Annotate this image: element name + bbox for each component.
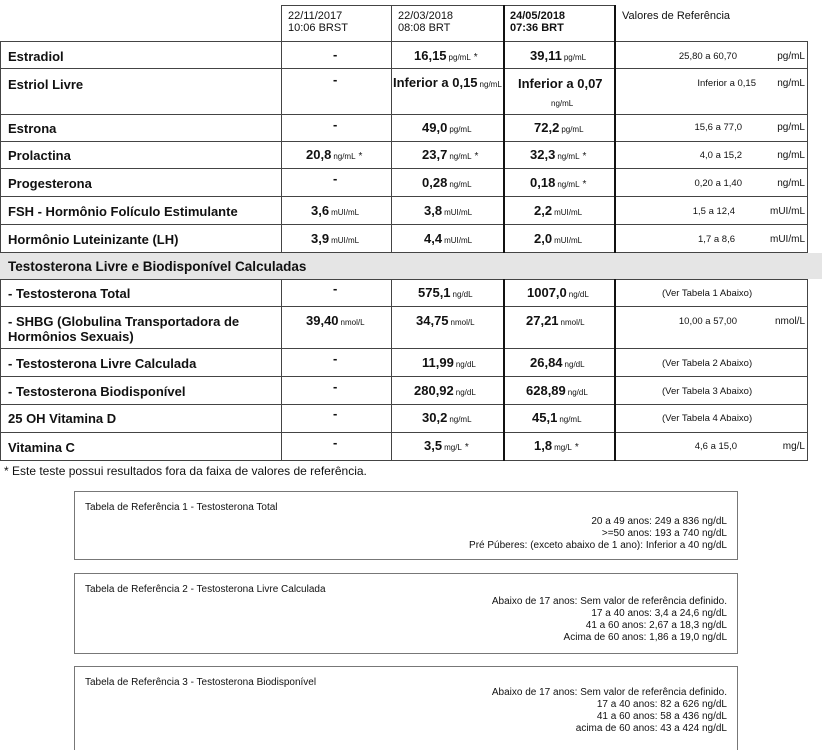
value-c1: - — [333, 406, 338, 421]
value-c1: - — [333, 379, 338, 394]
value-c1: - — [333, 435, 338, 450]
ref-table-lines — [492, 687, 727, 735]
value-c1: - — [333, 351, 338, 366]
value-c2: 16,15 pg/mL * — [414, 48, 478, 63]
ref-range: 0,20 a 1,40 — [694, 178, 742, 189]
value-c1: - — [333, 171, 338, 186]
value-c2: Inferior a 0,15 ng/mL — [393, 75, 502, 90]
ref-range: (Ver Tabela 1 Abaixo) — [662, 288, 753, 299]
ref-table-lines — [492, 596, 727, 644]
row-label-fsh: FSH - Hormônio Folículo Estimulante — [8, 204, 238, 219]
ref-range: 15,6 a 77,0 — [694, 122, 742, 133]
ref-line: 17 a 40 anos: 82 a 626 ng/dL — [596, 699, 727, 710]
ref-table-title: Tabela de Referência 3 - Testosterona Biodisponível — [85, 677, 317, 688]
ref-line: 41 a 60 anos: 58 a 436 ng/dL — [596, 711, 727, 722]
ref-table-title: Tabela de Referência 2 - Testosterona Livre Calculada — [85, 584, 326, 595]
value-c2: 11,99 ng/dL — [422, 355, 476, 370]
value-c3-unit: ng/mL — [551, 99, 574, 108]
value-c3: 2,2 mUI/mL — [534, 203, 583, 218]
ref-line: >=50 anos: 193 a 740 ng/dL — [601, 528, 727, 539]
value-c3: 0,18 ng/mL * — [530, 175, 587, 190]
row-label-testosterona-total: - Testosterona Total — [8, 286, 131, 301]
row-label-prolactina: Prolactina — [8, 148, 71, 163]
ref-range: 4,0 a 15,2 — [699, 150, 742, 161]
ref-unit: nmol/L — [774, 316, 805, 327]
ref-line: acima de 60 anos: 43 a 424 ng/dL — [575, 723, 727, 734]
col-time: 10:06 BRST — [288, 22, 348, 34]
ref-range: 1,5 a 12,4 — [692, 206, 735, 217]
ref-range: (Ver Tabela 2 Abaixo) — [662, 358, 753, 369]
ref-col-title: Valores de Referência — [622, 10, 731, 22]
ref-unit: ng/mL — [777, 178, 805, 189]
value-c3: 1,8 mg/L * — [534, 438, 579, 453]
value-c2: 4,4 mUI/mL — [424, 231, 473, 246]
section-header — [0, 253, 822, 279]
footnote: * Este teste possui resultados fora da faixa de valores de referência. — [4, 464, 367, 478]
value-c1: 3,6 mUI/mL — [311, 203, 360, 218]
section-title: Testosterona Livre e Biodisponível Calculadas — [8, 259, 307, 274]
row-label-estradiol: Estradiol — [8, 49, 64, 64]
ref-range: 10,00 a 57,00 — [678, 316, 737, 327]
value-c3: 26,84 ng/dL — [530, 355, 585, 370]
col-date: 22/11/2017 — [288, 10, 343, 22]
ref-range: 4,6 a 15,0 — [694, 441, 737, 452]
value-c2: 49,0 pg/mL — [422, 120, 472, 135]
value-c3: 1007,0 ng/dL — [527, 285, 589, 300]
ref-range: Inferior a 0,15 — [697, 78, 756, 89]
row-label-estriol: Estriol Livre — [8, 77, 84, 92]
ref-unit: ng/mL — [777, 150, 805, 161]
col-header-1 — [282, 5, 392, 39]
ref-unit: mUI/mL — [770, 234, 805, 245]
value-c2: 0,28 ng/mL — [422, 175, 472, 190]
row-label-vitamina-d: 25 OH Vitamina D — [8, 411, 117, 426]
row-label-line: - SHBG (Globulina Transportadora de — [8, 314, 240, 329]
ref-line: 41 a 60 anos: 2,67 a 18,3 ng/dL — [585, 620, 727, 631]
value-c3: 45,1 ng/mL — [532, 410, 582, 425]
value-c2: 30,2 ng/mL — [422, 410, 472, 425]
ref-unit: mUI/mL — [770, 206, 805, 217]
value-c2: 34,75 nmol/L — [416, 313, 475, 328]
value-c1: - — [333, 47, 338, 62]
value-c3: Inferior a 0,07 — [518, 76, 603, 91]
row-label-vitamina-c: Vitamina C — [8, 440, 75, 455]
ref-table-title: Tabela de Referência 1 - Testosterona Total — [85, 502, 278, 513]
col-time: 07:36 BRT — [510, 22, 564, 34]
col-time: 08:08 BRT — [398, 22, 451, 34]
col-date: 22/03/2018 — [398, 10, 454, 22]
row-label-progesterona: Progesterona — [8, 176, 92, 191]
ref-unit: pg/mL — [777, 51, 805, 62]
ref-line: Pré Púberes: (exceto abaixo de 1 ano): Inferior a 40 ng/dL — [469, 540, 727, 551]
ref-col-header — [616, 5, 806, 39]
value-c3: 2,0 mUI/mL — [534, 231, 583, 246]
row-label-shbg — [8, 314, 239, 344]
ref-range: 1,7 a 8,6 — [698, 234, 735, 245]
value-c2: 3,8 mUI/mL — [424, 203, 473, 218]
ref-line: Abaixo de 17 anos: Sem valor de referência definido. — [491, 687, 727, 698]
row-label-line: Hormônios Sexuais) — [8, 329, 134, 344]
ref-range: (Ver Tabela 3 Abaixo) — [662, 386, 753, 397]
ref-line: 20 a 49 anos: 249 a 836 ng/dL — [591, 516, 727, 527]
value-c2: 575,1 ng/dL — [418, 285, 473, 300]
col-header-2 — [392, 5, 504, 39]
ref-table-lines — [469, 516, 727, 552]
value-c1: 39,40 nmol/L — [306, 313, 365, 328]
value-c2: 280,92 ng/dL — [414, 383, 476, 398]
value-c3: 628,89 ng/dL — [526, 383, 588, 398]
col-header-3 — [504, 5, 614, 39]
value-c3: 72,2 pg/mL — [534, 120, 584, 135]
ref-unit: pg/mL — [777, 122, 805, 133]
value-c2: 23,7 ng/mL * — [422, 147, 479, 162]
row-label-testosterona-livre: - Testosterona Livre Calculada — [8, 356, 197, 371]
value-c1: 3,9 mUI/mL — [311, 231, 360, 246]
value-c2: 3,5 mg/L * — [424, 438, 469, 453]
ref-line: Acima de 60 anos: 1,86 a 19,0 ng/dL — [563, 632, 727, 643]
ref-table-3 — [74, 666, 738, 750]
ref-range: 25,80 a 60,70 — [678, 51, 737, 62]
row-label-testosterona-biodisponivel: - Testosterona Biodisponível — [8, 384, 186, 399]
ref-unit: ng/mL — [777, 78, 805, 89]
col-date: 24/05/2018 — [510, 10, 566, 22]
ref-range: (Ver Tabela 4 Abaixo) — [662, 413, 753, 424]
ref-line: 17 a 40 anos: 3,4 a 24,6 ng/dL — [591, 608, 727, 619]
value-c3: 27,21 nmol/L — [526, 313, 585, 328]
value-c1: - — [333, 72, 338, 87]
value-c3: 39,11 pg/mL — [530, 48, 587, 63]
ref-table-2 — [74, 573, 738, 654]
row-label-estrona: Estrona — [8, 121, 57, 136]
ref-table-1 — [74, 491, 738, 560]
row-label-lh: Hormônio Luteinizante (LH) — [8, 232, 179, 247]
value-c1: - — [333, 117, 338, 132]
ref-unit: mg/L — [782, 441, 805, 452]
ref-line: Abaixo de 17 anos: Sem valor de referência definido. — [491, 596, 727, 607]
value-c3: 32,3 ng/mL * — [530, 147, 587, 162]
value-c1: 20,8 ng/mL * — [306, 147, 363, 162]
value-c1: - — [333, 281, 338, 296]
